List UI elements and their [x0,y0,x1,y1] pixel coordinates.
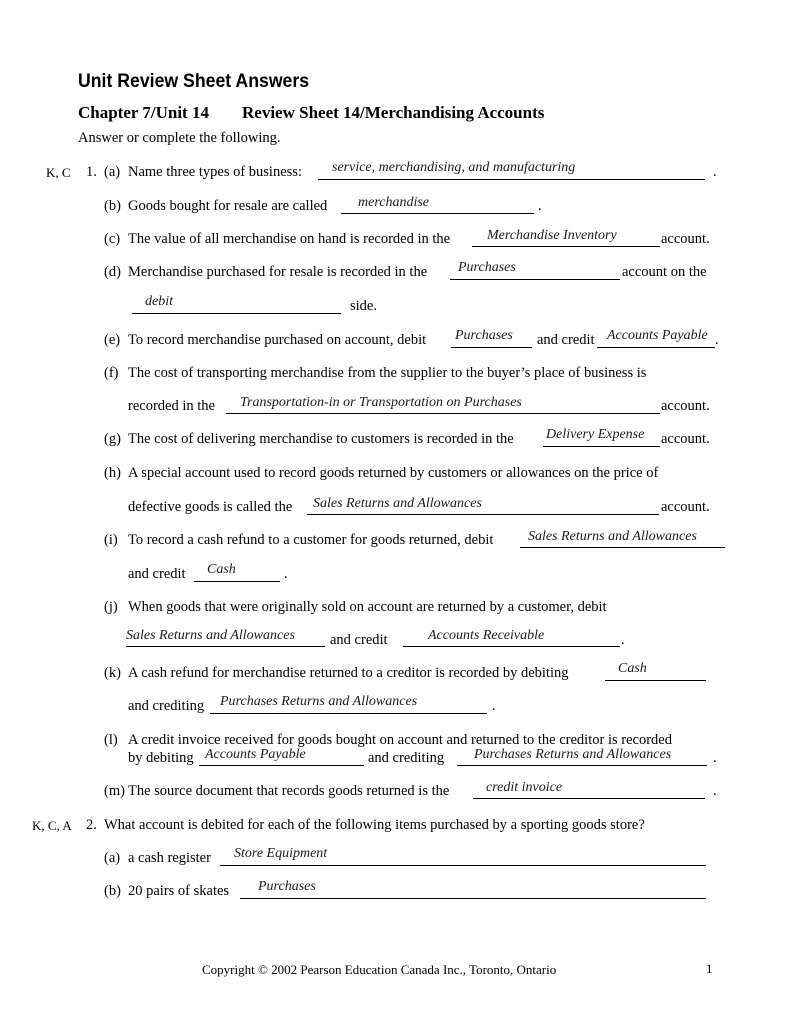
q1e-mid: and credit [537,332,595,348]
q1c-blank[interactable] [472,246,660,247]
q1e-answer: Purchases [455,328,513,343]
q1g-blank[interactable] [543,446,660,447]
q1b-label: (b) [104,198,121,214]
q1i-answer-2: Cash [207,562,236,577]
q1k-end: . [492,698,496,714]
q1j-blank[interactable] [126,646,325,647]
q1b-text: Goods bought for resale are called [128,198,328,214]
q1i-blank-2[interactable] [194,581,280,582]
q1a-answer: service, merchandising, and manufacturing [332,160,576,175]
q1-number: 1. [86,164,97,180]
q1i-text-2: and credit [128,566,186,582]
q1c-answer: Merchandise Inventory [487,228,617,243]
q1d-blank[interactable] [450,279,620,280]
q2a-text: a cash register [128,850,211,866]
q1f-blank[interactable] [226,413,660,414]
q1j-answer: Sales Returns and Allowances [126,628,295,643]
q2-tag: K, C, A [32,818,72,833]
chapter-label: Chapter 7/Unit 14 [78,103,209,122]
q1c-label: (c) [104,231,121,247]
q1k-blank[interactable] [605,680,706,681]
page-title: Unit Review Sheet Answers [78,71,310,92]
page-number: 1 [706,961,713,976]
q1l-text: A credit invoice received for goods bought on account and returned to the creditor is recorded [128,732,672,748]
q1h-answer: Sales Returns and Allowances [313,496,482,511]
q1h-text-2: defective goods is called the [128,499,293,515]
sheet-title: Review Sheet 14/Merchandising Accounts [242,103,545,122]
q1m-answer: credit invoice [486,780,563,795]
q1k-label: (k) [104,665,121,681]
q2b-blank[interactable] [240,898,706,899]
q1e-answer-2: Accounts Payable [607,328,708,343]
q1a-label: (a) [104,164,121,180]
q1h-text: A special account used to record goods returned by customers or allowances on the price of [128,465,659,481]
q2b-text: 20 pairs of skates [128,883,230,899]
q1j-answer-2: Accounts Receivable [428,628,545,643]
q1h-blank[interactable] [307,514,659,515]
q1e-end: . [715,332,719,348]
q1k-answer: Cash [618,661,647,676]
q1a-end: . [713,164,717,180]
q1j-text: When goods that were originally sold on account are returned by a customer, debit [128,599,607,615]
q2b-label: (b) [104,883,121,899]
q1l-text-2: by debiting [128,750,194,766]
q1g-label: (g) [104,431,121,447]
q1a-blank[interactable] [318,179,705,180]
copyright-text: Copyright © 2002 Pearson Education Canada Inc., Toronto, Ontario [202,962,557,977]
q1h-end: account. [661,499,710,515]
q1j-mid: and credit [330,632,388,648]
q1m-blank[interactable] [473,798,705,799]
q2-text: What account is debited for each of the following items purchased by a sporting goods store? [104,817,645,833]
q1d-end: account on the [622,264,707,280]
q1j-label: (j) [104,599,118,615]
q1k-blank-2[interactable] [210,713,487,714]
q1a-text: Name three types of business: [128,164,302,180]
q1b-answer: merchandise [358,195,430,210]
q1i-end: . [284,566,288,582]
q1b-end: . [538,198,542,214]
q2a-label: (a) [104,850,121,866]
q1l-blank[interactable] [199,765,364,766]
q1d-text: Merchandise purchased for resale is recorded in the [128,264,428,280]
q1g-text: The cost of delivering merchandise to customers is recorded in the [128,431,514,447]
q1e-text: To record merchandise purchased on account, debit [128,332,427,348]
q1i-answer: Sales Returns and Allowances [528,529,697,544]
q1m-label: (m) [104,783,125,799]
q1f-answer: Transportation-in or Transportation on Purchases [240,395,522,410]
q1k-text: A cash refund for merchandise returned to a creditor is recorded by debiting [128,665,569,681]
q1m-end: . [713,783,717,799]
q1h-label: (h) [104,465,121,481]
q1g-answer: Delivery Expense [546,427,645,442]
q1i-text: To record a cash refund to a customer for goods returned, debit [128,532,494,548]
q1b-blank[interactable] [341,213,534,214]
q1l-answer-2: Purchases Returns and Allowances [474,747,672,762]
q1k-answer-2: Purchases Returns and Allowances [220,694,418,709]
q1i-label: (i) [104,532,118,548]
q2a-blank[interactable] [220,865,706,866]
q1e-blank-2[interactable] [597,347,715,348]
q1l-answer: Accounts Payable [205,747,306,762]
q2b-answer: Purchases [258,879,316,894]
q1f-text-2: recorded in the [128,398,215,414]
q1l-blank-2[interactable] [457,765,707,766]
q1d-blank-2[interactable] [132,313,341,314]
q1f-label: (f) [104,365,119,381]
q1e-label: (e) [104,332,121,348]
q1f-text: The cost of transporting merchandise from the supplier to the buyer’s place of business is [128,365,647,381]
q1l-label: (l) [104,732,118,748]
q1i-blank[interactable] [520,547,725,548]
q1c-end: account. [661,231,710,247]
q2a-answer: Store Equipment [234,846,328,861]
q1d-answer: Purchases [458,260,516,275]
q1l-end: . [713,750,717,766]
q1d-answer-2: debit [145,294,173,309]
q1c-text: The value of all merchandise on hand is recorded in the [128,231,451,247]
q1m-text: The source document that records goods returned is the [128,783,450,799]
q1-tag: K, C [46,165,71,180]
q2-number: 2. [86,817,97,833]
q1d-label: (d) [104,264,121,280]
q1g-end: account. [661,431,710,447]
instruction-text: Answer or complete the following. [78,130,281,146]
q1k-text-2: and crediting [128,698,205,714]
q1j-end: . [621,632,625,648]
q1f-end: account. [661,398,710,414]
q1l-mid: and crediting [368,750,445,766]
q1d-end-2: side. [350,298,377,314]
q1j-blank-2[interactable] [403,646,620,647]
q1e-blank[interactable] [451,347,532,348]
